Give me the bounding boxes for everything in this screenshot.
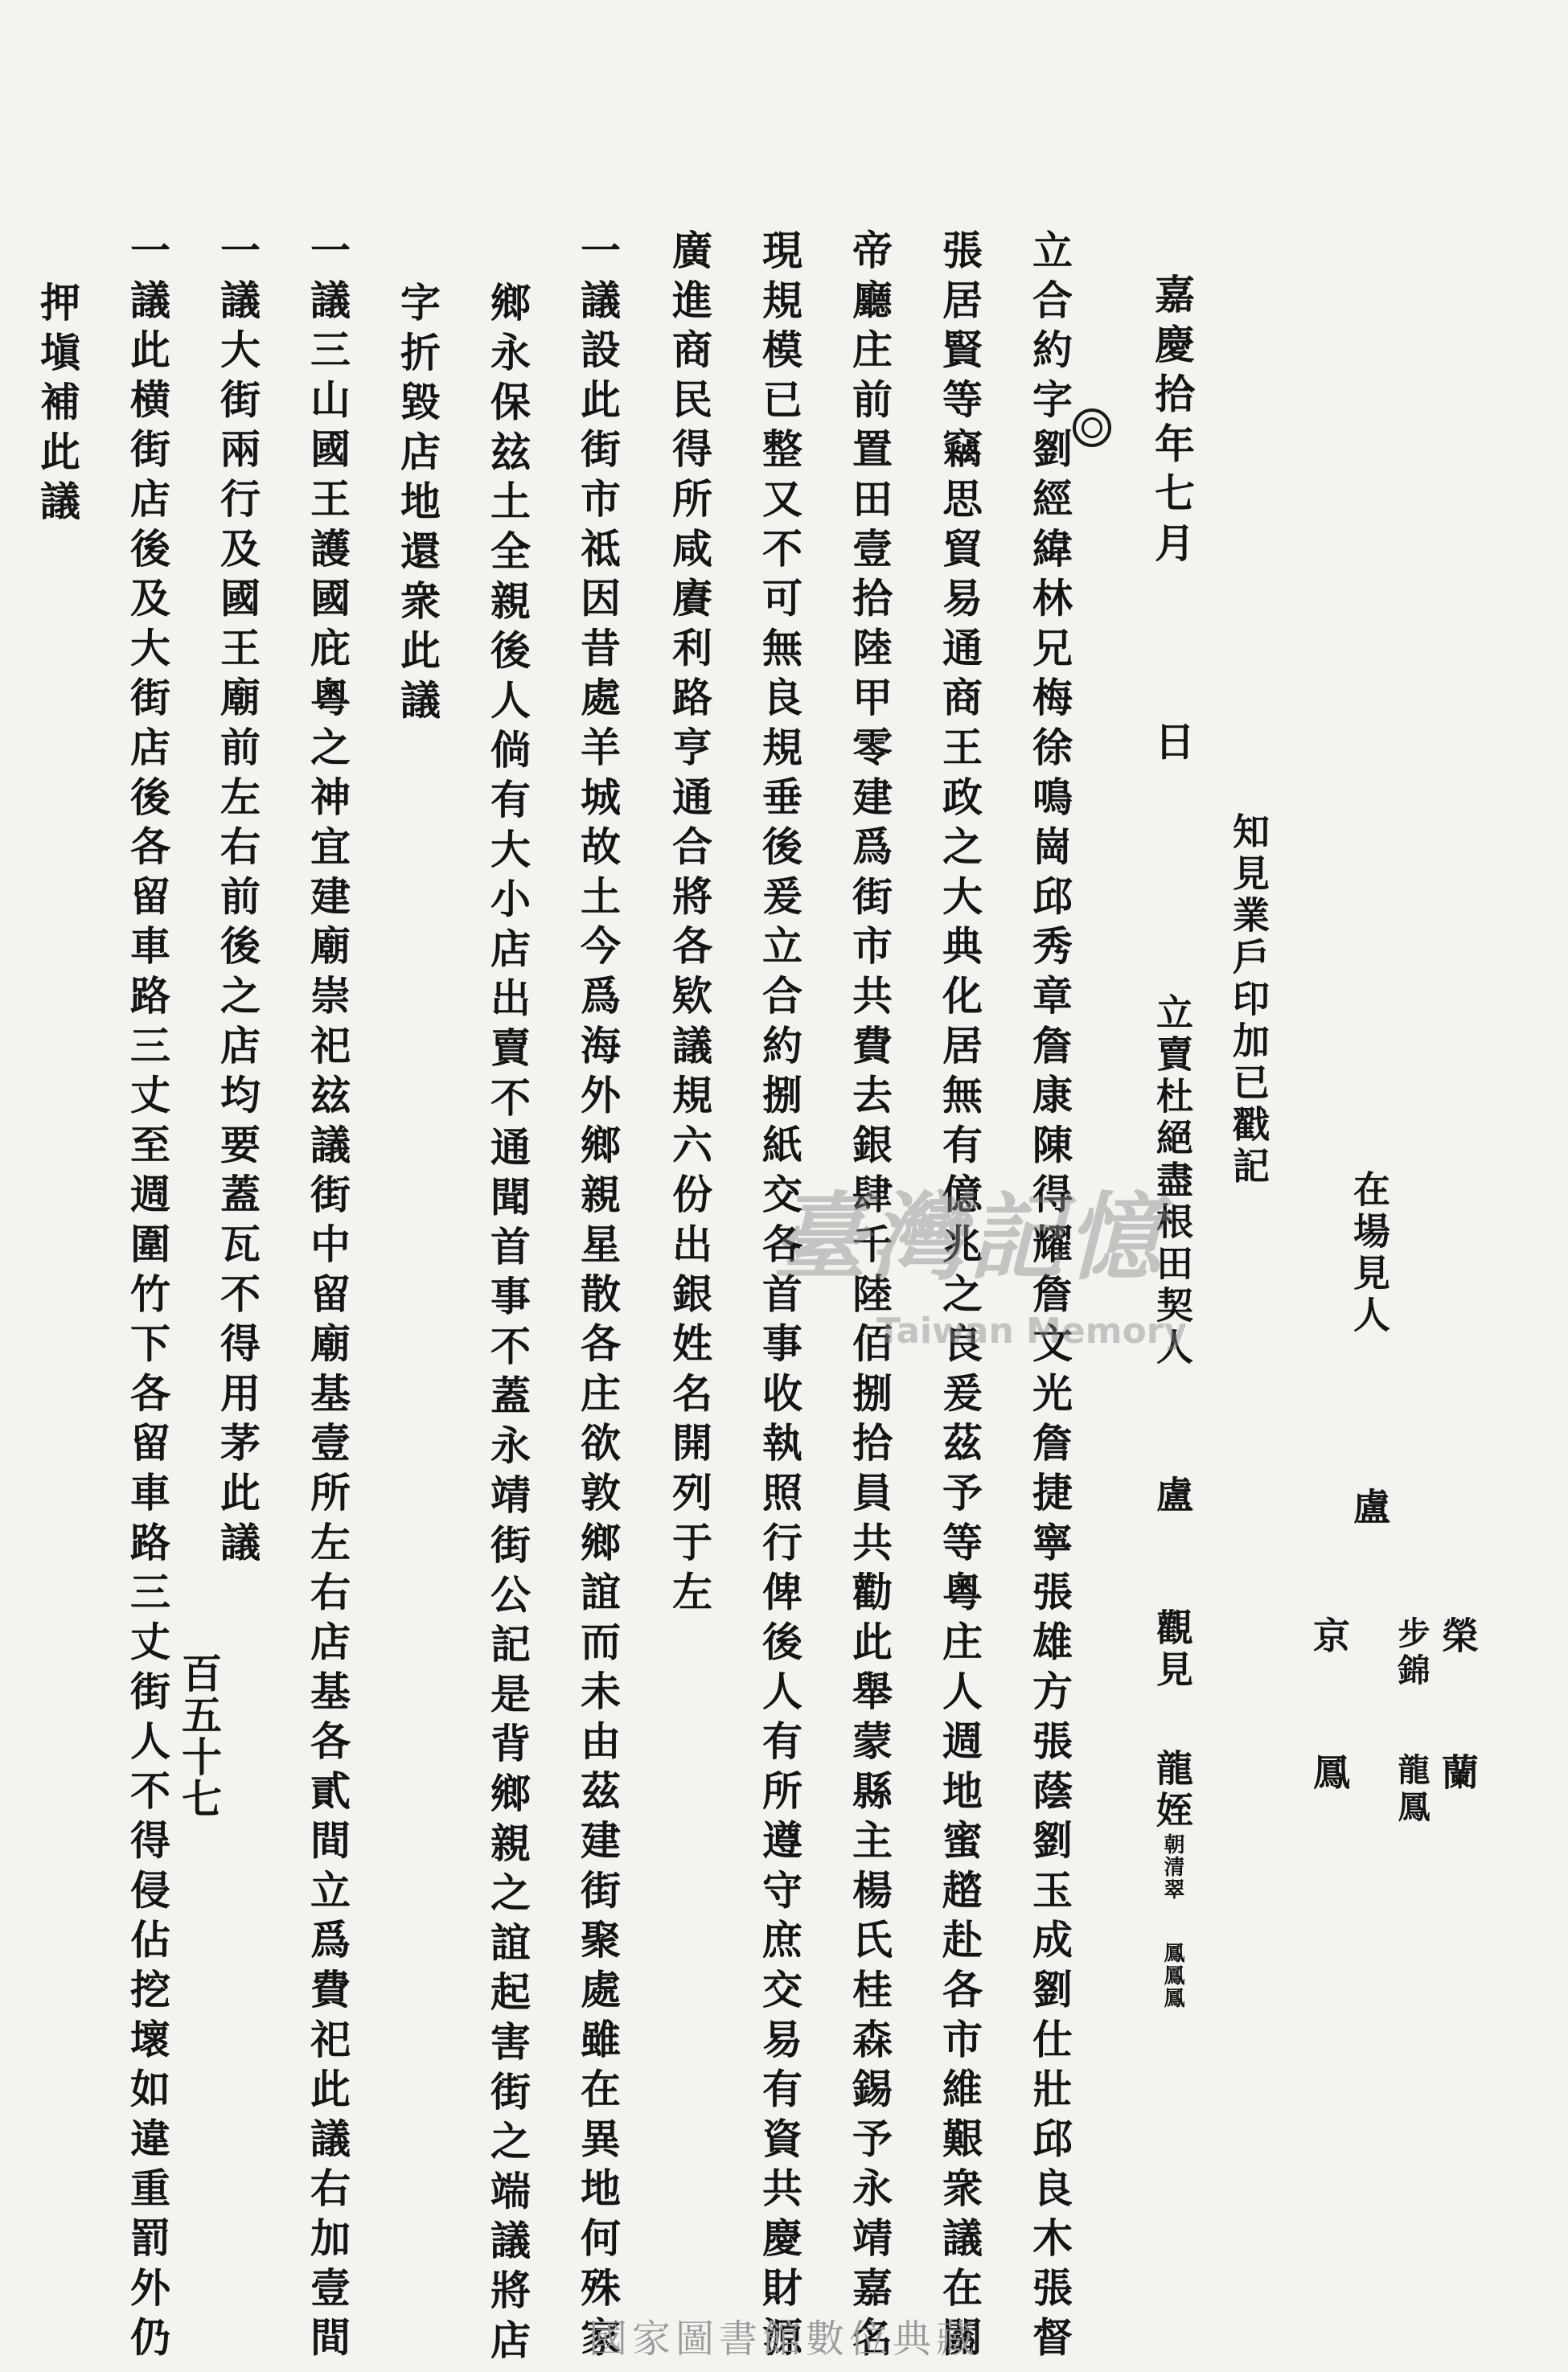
contract-column-10: 一議大街兩行及國王廟前左右前後之店均要蓋瓦不得用茅此議: [214, 229, 261, 1571]
circle-seal-icon: [1073, 408, 1111, 447]
seller-deed-label: 立賣杜絕盡根田契人: [1151, 993, 1194, 1369]
witness-small-names-b: 鳳鳳鳳: [1160, 1942, 1184, 2009]
date-line: 嘉慶拾年七月 日: [1148, 273, 1196, 770]
page-number: 百五十七: [175, 1652, 223, 1820]
witness-small-names-a: 朝清翠: [1160, 1833, 1184, 1901]
contract-column-7: 鄉永保玆土全親後人倘有大小店出賣不通聞首事不蓋永靖街公記是背鄉親之誼起害街之端議將店: [484, 281, 532, 2369]
witness-observe-label: 觀見: [1151, 1608, 1194, 1692]
in-presence-witness-label: 在場見人: [1348, 1170, 1391, 1337]
watermark-english: Taiwan Memory: [876, 1311, 1188, 1352]
contract-column-3: 帝廳庄前置田壹拾陸甲零建爲街市共費去銀肆千陸佰捌拾員共勸此舉蒙縣主楊氏桂森錫予永靖嘉名: [846, 229, 893, 2366]
watermark-chinese: 臺灣記憶: [772, 1181, 1165, 1293]
contract-column-12: 押塡補此議: [34, 281, 81, 530]
contract-column-2: 張居賢等竊思貿易通商王政之大典化居無有億兆之良爰茲予等粵庄人週地蜜趦赴各市維艱衆議在關: [936, 229, 983, 2366]
contract-column-11: 一議此横街店後及大街店後各留車路三丈至週圍竹下各留車路三丈街人不得侵佔挖壞如違重罰外仍: [124, 229, 171, 2366]
contract-column-6: 一議設此街市祗因昔處羊城故土今爲海外鄉親星散各庄欲敦鄉誼而未由茲建街聚處雖在異地何殊家: [574, 229, 622, 2366]
in-presence-witness-surname: 盧: [1348, 1488, 1391, 1529]
witness-name-lan: 蘭: [1436, 1753, 1480, 1795]
contract-column-5: 廣進商民得所咸賡利路亨通合將各欵議規六份出銀姓名開列于左: [666, 229, 713, 1621]
contract-column-9: 一議三山國王護國庇粵之神宜建廟崇祀玆議街中留廟基壹所左右店基各貳間立爲費祀此議右加壹間: [304, 229, 351, 2366]
witness-name-longfeng: 龍鳳: [1393, 1753, 1430, 1827]
known-landlord-seal-note: 知見業戶印加已戳記: [1227, 812, 1270, 1188]
library-footer: 國家圖書館數位典藏: [588, 2317, 979, 2362]
witness-name-jing: 京: [1307, 1616, 1351, 1658]
contract-column-4: 現規模已整又不可無良規垂後爰立合約捌紙交各首事收執照行俾後人有所遵守庶交易有資共慶財源: [756, 229, 803, 2366]
seller-surname: 盧: [1151, 1475, 1194, 1517]
witness-name-feng: 鳳: [1307, 1753, 1351, 1795]
witness-nephew-names: 龍姪: [1151, 1749, 1194, 1832]
witness-name-rong: 榮: [1436, 1616, 1480, 1658]
witness-name-bujin: 步錦: [1393, 1616, 1430, 1690]
contract-column-8: 字折毀店地還衆此議: [394, 281, 441, 729]
contract-column-1: 立合約字劉經緯林兄梅徐鳴崗邱秀章詹康陳得耀詹文光詹捷寧張雄方張蔭劉玉成劉仕壯邱良木張督: [1026, 229, 1073, 2366]
